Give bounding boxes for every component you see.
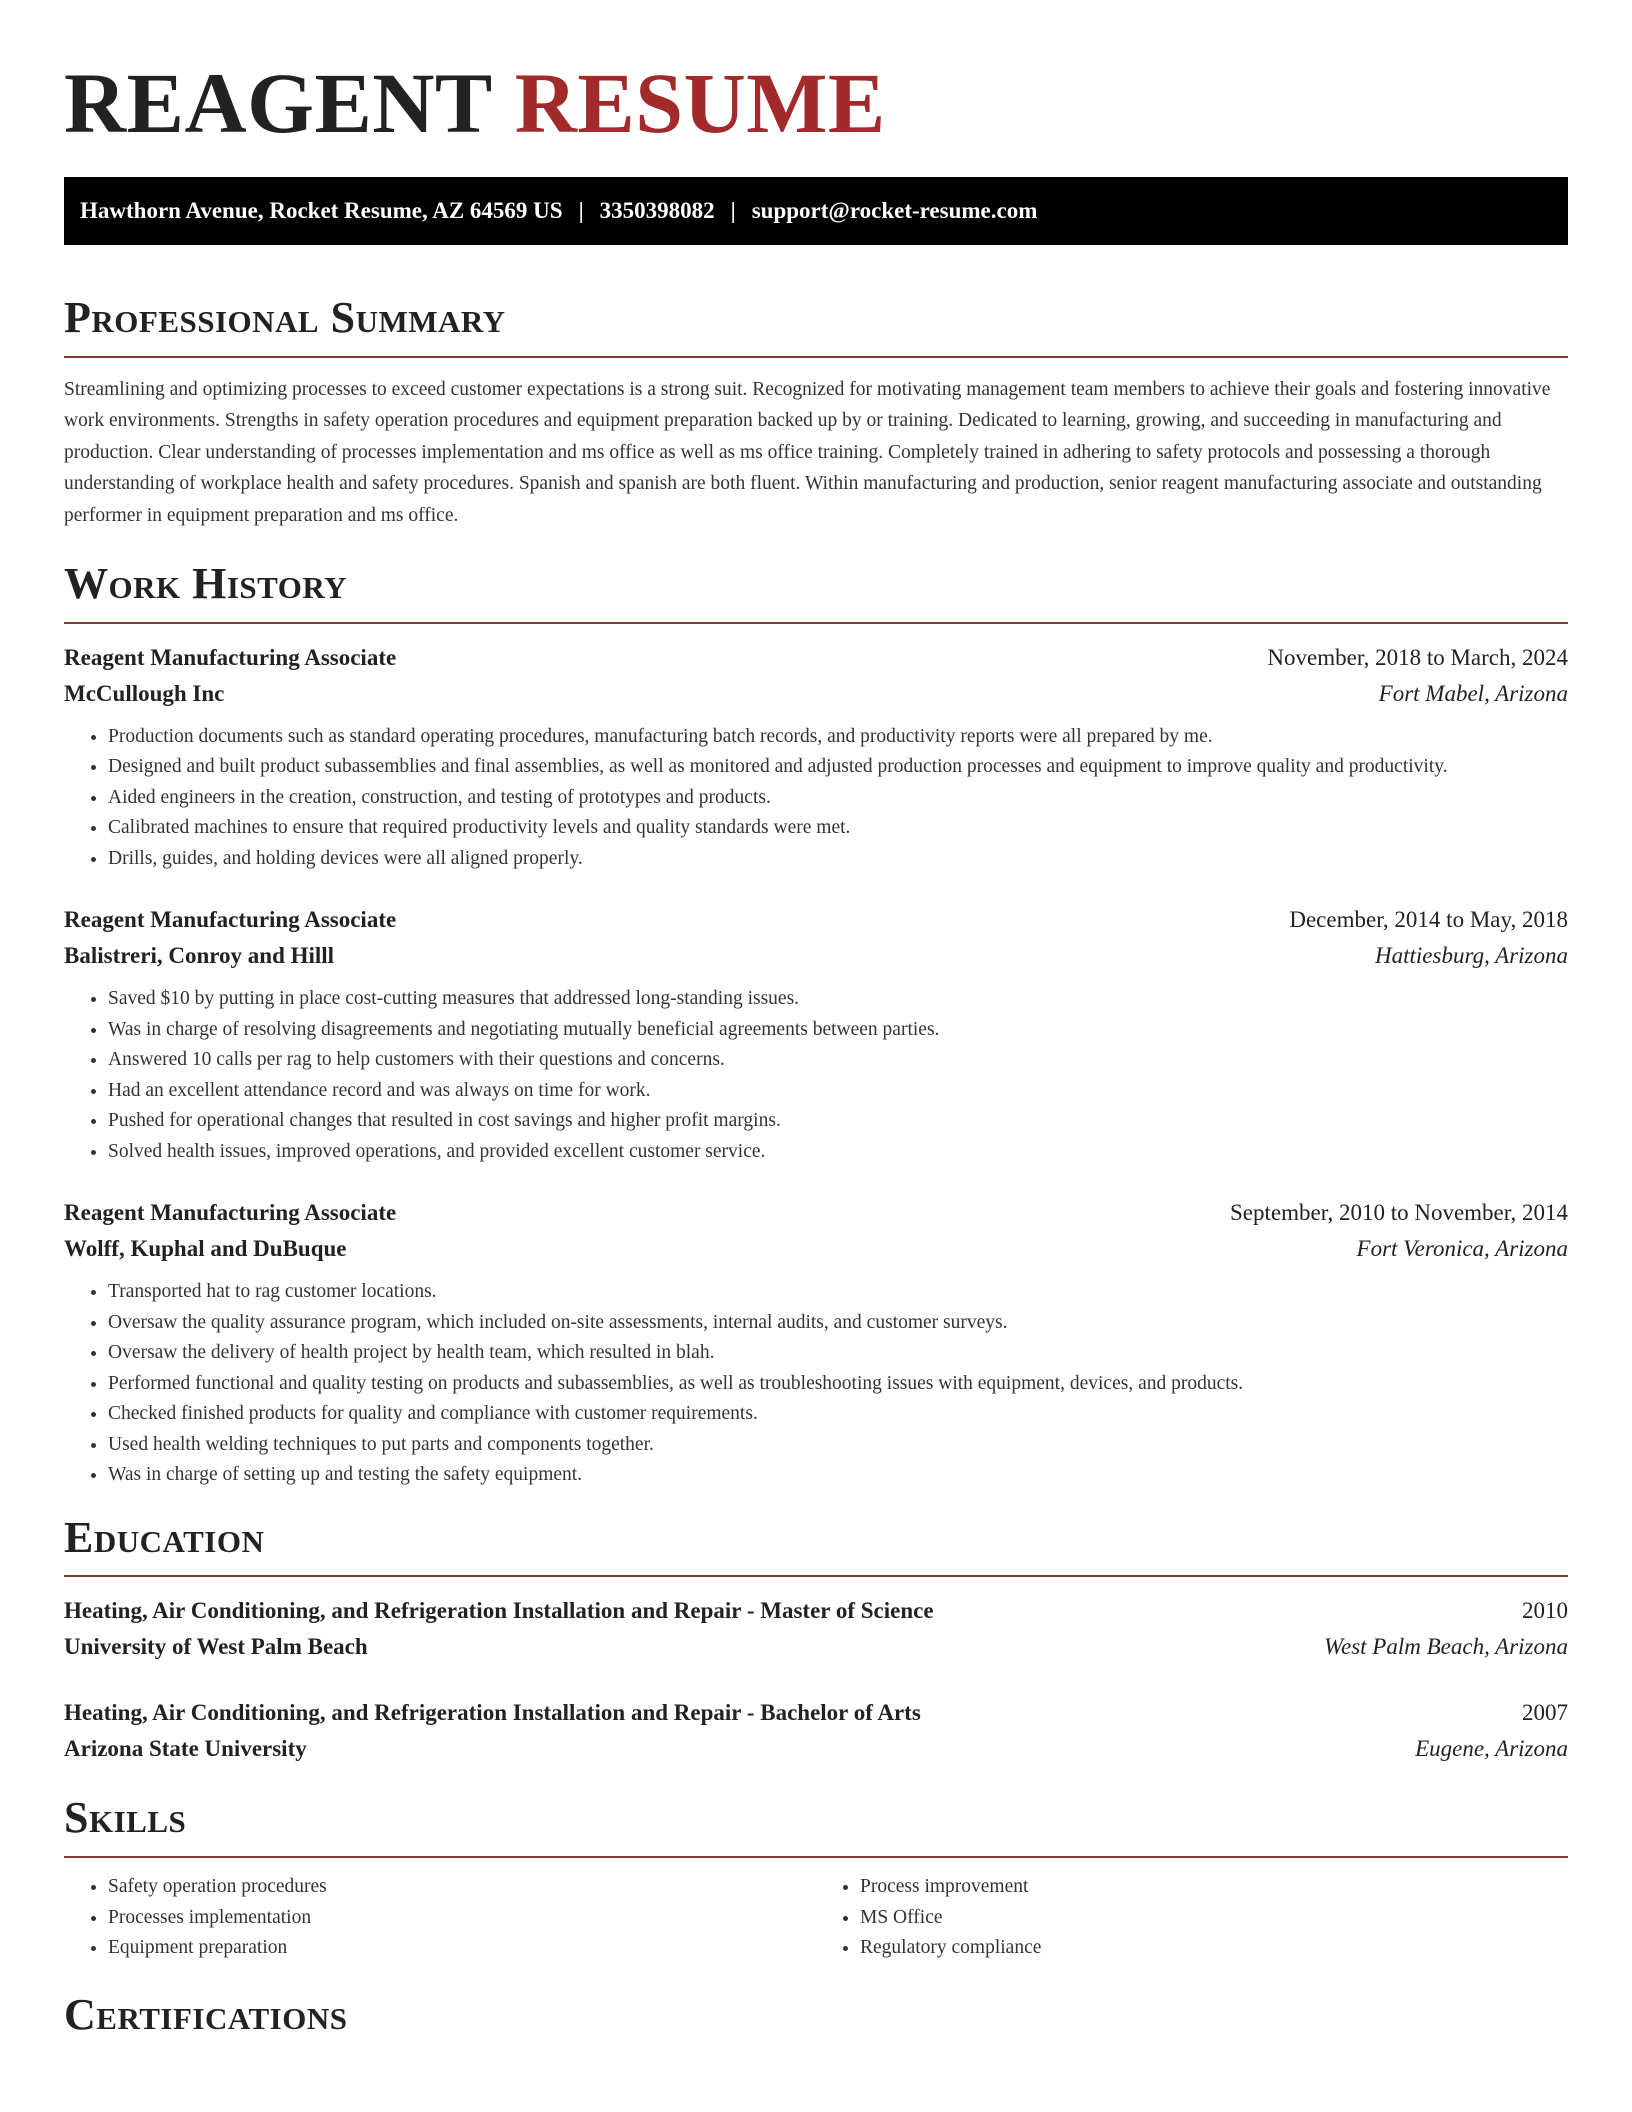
last-name: RESUME — [514, 55, 886, 151]
contact-address: Hawthorn Avenue, Rocket Resume, AZ 64569 US — [80, 198, 563, 224]
job-position: Reagent Manufacturing Associate — [64, 644, 397, 670]
skill-item: • Processes implementation — [108, 1903, 816, 1934]
job-bullet: • Transported hat to rag customer locations. — [108, 1277, 1568, 1308]
job-bullet: • Designed and built product subassemblies and final assemblies, as well as monitored and adjusted production processes and equipment to improve quality and productivity. — [108, 752, 1568, 783]
skill-item: • Equipment preparation — [108, 1933, 816, 1964]
skill-item: • Safety operation procedures — [108, 1872, 816, 1903]
job-dates: September, 2010 to November, 2014 — [1230, 1200, 1568, 1226]
skills-column-right — [816, 1872, 1568, 1964]
skill-item: • MS Office — [860, 1903, 1568, 1934]
job-bullet: • Answered 10 calls per rag to help customers with their questions and concerns. — [108, 1045, 1568, 1076]
section-title-skills: Skills — [64, 1793, 187, 1843]
job-bullet: • Drills, guides, and holding devices were all aligned properly. — [108, 844, 1568, 875]
education-year: 2010 — [1522, 1598, 1568, 1624]
section-divider — [64, 356, 1568, 358]
skills-section — [64, 1793, 1568, 1963]
job-location: Fort Veronica, Arizona — [1356, 1236, 1568, 1262]
contact-separator: | — [578, 198, 584, 224]
section-divider — [64, 1856, 1568, 1858]
section-divider — [64, 622, 1568, 624]
job-bullet: • Checked finished products for quality and compliance with customer requirements. — [108, 1399, 1568, 1430]
job-dates: November, 2018 to March, 2024 — [1267, 644, 1568, 670]
contact-separator: | — [730, 198, 736, 224]
job-location: Fort Mabel, Arizona — [1378, 680, 1568, 706]
job-location: Hattiesburg, Arizona — [1375, 943, 1568, 969]
skills-grid — [64, 1872, 1568, 1964]
education-degree: Heating, Air Conditioning, and Refrigeration Installation and Repair - Master of Science — [64, 1598, 934, 1624]
section-divider — [64, 1575, 1568, 1577]
work-history-section — [64, 559, 1568, 1491]
contact-bar — [64, 177, 1568, 245]
job-bullet: • Pushed for operational changes that resulted in cost savings and higher profit margins. — [108, 1106, 1568, 1137]
resume-name — [64, 52, 1568, 155]
contact-phone: 3350398082 — [599, 198, 715, 224]
job-bullet: • Solved health issues, improved operations, and provided excellent customer service. — [108, 1137, 1568, 1168]
skill-item: • Regulatory compliance — [860, 1933, 1568, 1964]
job-bullet: • Was in charge of resolving disagreements and negotiating mutually beneficial agreements between parties. — [108, 1015, 1568, 1046]
education-location: Eugene, Arizona — [1415, 1736, 1568, 1762]
job-bullet: • Oversaw the delivery of health project by health team, which resulted in blah. — [108, 1338, 1568, 1369]
certifications-section — [64, 1990, 1568, 2041]
job-bullet: • Saved $10 by putting in place cost-cutting measures that addressed long-standing issues. — [108, 984, 1568, 1015]
job-entry — [64, 1195, 1568, 1491]
education-school: University of West Palm Beach — [64, 1634, 368, 1660]
job-bullet: • Had an excellent attendance record and was always on time for work. — [108, 1076, 1568, 1107]
section-title-certifications: Certifications — [64, 1989, 348, 2039]
job-bullet: • Oversaw the quality assurance program, which included on-site assessments, internal audits, and customer surveys. — [108, 1308, 1568, 1339]
contact-email: support@rocket-resume.com — [751, 198, 1038, 224]
job-entry — [64, 640, 1568, 875]
education-degree: Heating, Air Conditioning, and Refrigeration Installation and Repair - Bachelor of Arts — [64, 1700, 921, 1726]
professional-summary-section — [64, 293, 1568, 531]
skill-item: • Process improvement — [860, 1872, 1568, 1903]
job-company: McCullough Inc — [64, 680, 225, 706]
section-title-work: Work History — [64, 559, 348, 609]
job-bullet: • Used health welding techniques to put parts and components together. — [108, 1430, 1568, 1461]
job-bullet: • Performed functional and quality testing on products and subassemblies, as well as troubleshooting issues with equipment, devices, and products. — [108, 1369, 1568, 1400]
job-bullet: • Calibrated machines to ensure that required productivity levels and quality standards were met. — [108, 813, 1568, 844]
education-school: Arizona State University — [64, 1736, 307, 1762]
job-position: Reagent Manufacturing Associate — [64, 1200, 397, 1226]
job-bullet: • Production documents such as standard operating procedures, manufacturing batch records, and productivity reports were all prepared by me. — [108, 722, 1568, 753]
section-title-summary: Professional Summary — [64, 293, 506, 343]
job-company: Balistreri, Conroy and Hilll — [64, 943, 335, 969]
job-bullet: • Aided engineers in the creation, construction, and testing of prototypes and products. — [108, 783, 1568, 814]
education-year: 2007 — [1522, 1700, 1568, 1726]
job-bullets — [64, 722, 1568, 875]
education-section — [64, 1513, 1568, 1768]
first-name: REAGENT — [64, 55, 493, 151]
summary-text: Streamlining and optimizing processes to exceed customer expectations is a strong suit. Recognized for motivating management team members to achieve their goals and fostering innovative work environments. Strengths in safety operation procedures and equipment preparation backed up by or training. Dedicated to learning, growing, and succeeding in manufacturing and production. Clear understanding of processes implementation and ms office as well as ms office training. Completely trained in adhering to safety protocols and possessing a thorough understanding of workplace health and safety procedures. Spanish and spanish are both fluent. Within manufacturing and production, senior reagent manufacturing associate and outstanding performer in equipment preparation and ms office. — [64, 378, 1551, 526]
job-company: Wolff, Kuphal and DuBuque — [64, 1236, 347, 1262]
job-bullet: • Was in charge of setting up and testing the safety equipment. — [108, 1460, 1568, 1491]
education-entry — [64, 1695, 1568, 1767]
section-title-education: Education — [64, 1512, 265, 1562]
job-position: Reagent Manufacturing Associate — [64, 907, 397, 933]
job-bullets — [64, 1277, 1568, 1491]
education-entry — [64, 1593, 1568, 1665]
job-dates: December, 2014 to May, 2018 — [1289, 907, 1568, 933]
skills-column-left — [64, 1872, 816, 1964]
job-entry — [64, 902, 1568, 1167]
job-bullets — [64, 984, 1568, 1167]
education-location: West Palm Beach, Arizona — [1323, 1634, 1568, 1660]
